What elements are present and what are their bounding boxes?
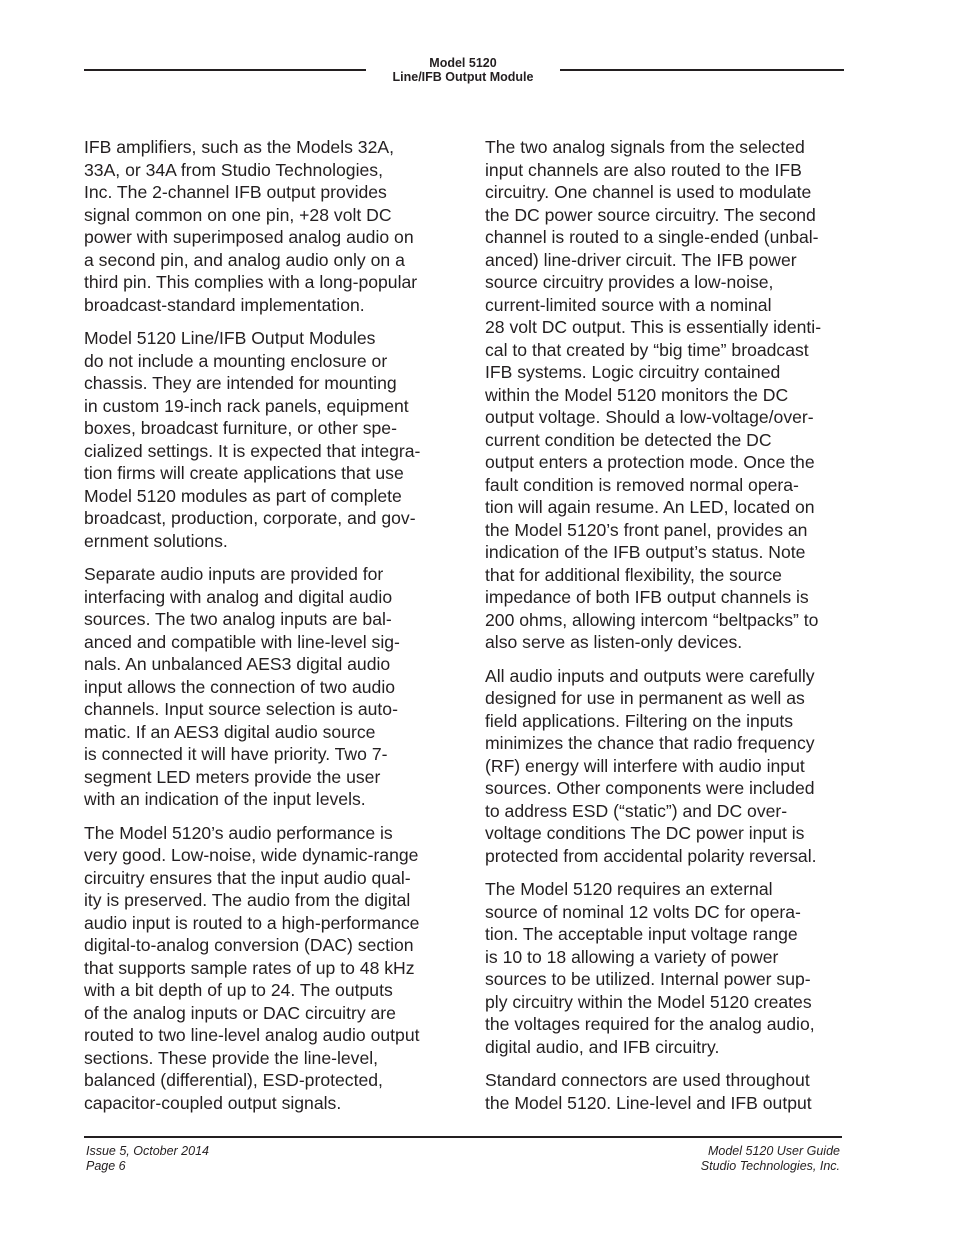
- text-line: channels. Input source selection is auto-: [84, 699, 398, 719]
- text-line: boxes, broadcast furniture, or other spe-: [84, 418, 397, 438]
- text-line: cal to that created by “big time” broadcast: [485, 339, 809, 360]
- paragraph: [485, 136, 847, 654]
- text-line: designed for use in permanent as well as: [485, 688, 805, 708]
- text-line: sources. Other components were included: [485, 778, 815, 798]
- text-line: to address ESD (“static”) and DC over-: [485, 800, 788, 821]
- text-line: do not include a mounting enclosure or: [84, 350, 388, 371]
- text-line: input channels are also routed to the IFB: [485, 159, 802, 180]
- text-line: circuitry. One channel is used to modulate: [485, 182, 812, 202]
- text-line: The two analog signals from the selected: [485, 137, 805, 157]
- header-model: Model 5120: [429, 56, 497, 70]
- paragraph: [84, 136, 444, 316]
- text-line: the voltages required for the analog audio,: [485, 1014, 815, 1034]
- text-line: Model 5120 Line/IFB Output Modules: [84, 328, 376, 348]
- text-line: is 10 to 18 allowing a variety of power: [485, 946, 779, 967]
- text-line: very good. Low-noise, wide dynamic-range: [84, 845, 419, 865]
- text-line: chassis. They are intended for mounting: [84, 373, 397, 393]
- text-line: that supports sample rates of up to 48 kHz: [84, 957, 415, 978]
- text-line: is connected it will have priority. Two 7-: [84, 744, 388, 764]
- paragraph: [485, 878, 847, 1058]
- text-line: ply circuitry within the Model 5120 creates: [485, 991, 812, 1012]
- text-line: with an indication of the input levels.: [84, 789, 366, 809]
- text-line: sources to be utilized. Internal power sup-: [485, 969, 811, 989]
- text-line: of the analog inputs or DAC circuitry are: [84, 1002, 396, 1023]
- text-line: third pin. This complies with a long-popular: [84, 272, 418, 292]
- text-line: Model 5120 modules as part of complete: [84, 485, 402, 506]
- text-line: protected from accidental polarity reversal.: [485, 845, 817, 866]
- text-line: the Model 5120. Line-level and IFB output: [485, 1092, 812, 1113]
- text-line: source of nominal 12 volts DC for opera-: [485, 901, 801, 922]
- text-line: anced and compatible with line-level sig-: [84, 631, 400, 652]
- header-module: Line/IFB Output Module: [392, 70, 534, 84]
- text-line: the DC power source circuitry. The second: [485, 204, 816, 225]
- text-line: input allows the connection of two audio: [84, 676, 396, 697]
- text-line: IFB systems. Logic circuitry contained: [485, 362, 781, 382]
- paragraph: [84, 563, 444, 811]
- footer-issue: Issue 5, October 2014: [86, 1144, 209, 1158]
- text-line: within the Model 5120 monitors the DC: [485, 384, 789, 405]
- text-line: All audio inputs and outputs were carefully: [485, 665, 815, 686]
- text-line: indication of the IFB output’s status. Note: [485, 542, 806, 562]
- text-line: in custom 19-inch rack panels, equipment: [84, 395, 409, 416]
- footer-guide-title: Model 5120 User Guide: [707, 1144, 840, 1158]
- text-line: matic. If an AES3 digital audio source: [84, 721, 376, 742]
- text-line: cialized settings. It is expected that integra-: [84, 440, 421, 461]
- text-line: also serve as listen-only devices.: [485, 632, 743, 652]
- text-line: (RF) energy will interfere with audio input: [485, 755, 805, 776]
- text-line: channel is routed to a single-ended (unbal-: [485, 227, 819, 247]
- header-rule-left: [84, 69, 366, 71]
- text-line: field applications. Filtering on the inputs: [485, 710, 794, 731]
- footer-left: [86, 1144, 209, 1174]
- text-line: 28 volt DC output. This is essentially identi-: [485, 317, 822, 337]
- text-line: 200 ohms, allowing intercom “beltpacks” to: [485, 609, 819, 630]
- text-line: voltage conditions The DC power input is: [485, 823, 805, 843]
- text-line: current condition be detected the DC: [485, 429, 772, 450]
- text-line: a second pin, and analog audio only on a: [84, 249, 405, 270]
- text-line: digital-to-analog conversion (DAC) section: [84, 935, 414, 955]
- text-line: balanced (differential), ESD-protected,: [84, 1070, 383, 1090]
- text-line: Separate audio inputs are provided for: [84, 564, 384, 584]
- text-line: capacitor-coupled output signals.: [84, 1092, 342, 1113]
- text-line: ernment solutions.: [84, 530, 228, 551]
- text-line: sources. The two analog inputs are bal-: [84, 609, 392, 629]
- text-line: power with superimposed analog audio on: [84, 227, 414, 247]
- text-line: that for additional flexibility, the source: [485, 564, 782, 585]
- text-line: circuitry ensures that the input audio qual-: [84, 867, 411, 888]
- text-line: broadcast, production, corporate, and gov-: [84, 508, 416, 528]
- text-line: routed to two line-level analog audio output: [84, 1025, 420, 1045]
- text-line: impedance of both IFB output channels is: [485, 587, 809, 607]
- text-line: fault condition is removed normal opera-: [485, 474, 799, 495]
- text-line: sections. These provide the line-level,: [84, 1047, 379, 1068]
- paragraph: [84, 327, 444, 552]
- text-line: tion firms will create applications that use: [84, 463, 404, 483]
- footer-company: Studio Technologies, Inc.: [700, 1159, 840, 1173]
- text-line: segment LED meters provide the user: [84, 766, 381, 787]
- text-line: 33A, or 34A from Studio Technologies,: [84, 159, 383, 180]
- text-line: audio input is routed to a high-performance: [84, 912, 420, 933]
- text-line: broadcast-standard implementation.: [84, 294, 365, 315]
- text-line: output voltage. Should a low-voltage/over-: [485, 407, 814, 427]
- header-rule-right: [560, 69, 844, 71]
- text-line: with a bit depth of up to 24. The outputs: [84, 980, 393, 1000]
- left-column: [84, 136, 444, 1125]
- text-line: source circuitry provides a low-noise,: [485, 272, 774, 292]
- text-line: interfacing with analog and digital audio: [84, 586, 393, 607]
- text-line: nals. An unbalanced AES3 digital audio: [84, 654, 391, 674]
- footer-right: [701, 1144, 840, 1174]
- footer-page-number: Page 6: [86, 1159, 126, 1173]
- text-line: output enters a protection mode. Once the: [485, 452, 815, 472]
- text-line: The Model 5120’s audio performance is: [84, 822, 393, 843]
- text-line: tion. The acceptable input voltage range: [485, 924, 798, 944]
- text-line: current-limited source with a nominal: [485, 294, 772, 315]
- text-line: ity is preserved. The audio from the digital: [84, 890, 411, 910]
- text-line: The Model 5120 requires an external: [485, 879, 773, 899]
- paragraph: [485, 665, 847, 868]
- right-column: [485, 136, 847, 1125]
- text-line: signal common on one pin, +28 volt DC: [84, 204, 392, 225]
- text-line: IFB amplifiers, such as the Models 32A,: [84, 137, 394, 157]
- text-line: tion will again resume. An LED, located on: [485, 497, 815, 517]
- text-line: digital audio, and IFB circuitry.: [485, 1036, 720, 1057]
- paragraph: [84, 822, 444, 1115]
- running-header: [366, 56, 560, 84]
- text-line: the Model 5120’s front panel, provides an: [485, 519, 808, 540]
- text-line: anced) line-driver circuit. The IFB power: [485, 249, 797, 270]
- text-line: Standard connectors are used throughout: [485, 1070, 810, 1090]
- paragraph: [485, 1069, 847, 1114]
- text-line: Inc. The 2-channel IFB output provides: [84, 182, 387, 202]
- footer-rule: [84, 1136, 842, 1138]
- text-line: minimizes the chance that radio frequency: [485, 733, 815, 753]
